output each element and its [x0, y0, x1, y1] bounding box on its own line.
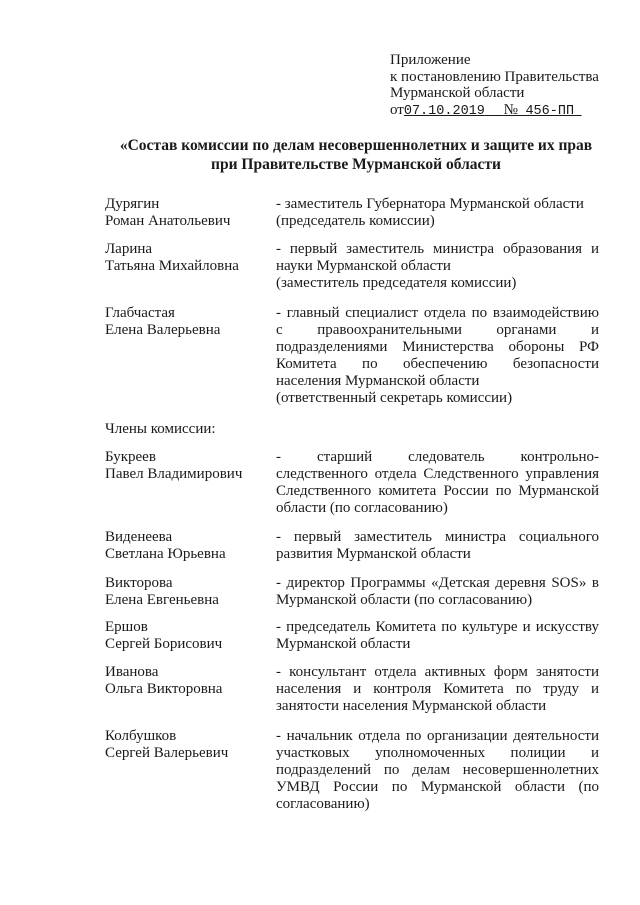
person-given-name: Елена Евгеньевна: [105, 592, 219, 608]
person-surname: Викторова: [105, 575, 173, 591]
person-surname: Ершов: [105, 619, 148, 635]
position-line: населения Мурманской области: [276, 373, 480, 389]
position-line: (заместитель председателя комиссии): [276, 275, 517, 291]
person-surname: Виденеева: [105, 529, 173, 545]
position-line: - первый заместитель министра социального: [276, 529, 599, 545]
number-prefix: №: [503, 101, 518, 118]
position-line: - начальник отдела по организации деятельности: [276, 728, 599, 744]
position-line: - заместитель Губернатора Мурманской области: [276, 196, 584, 212]
approval-date-line: [390, 102, 620, 121]
title-line-2: при Правительстве Мурманской области: [211, 156, 501, 173]
approval-line-3: Мурманской области: [390, 85, 525, 101]
person-name: [105, 575, 275, 609]
position-line: области (по согласованию): [276, 500, 448, 516]
position-line: с правоохранительными органами и: [276, 322, 599, 338]
position-line: населения и контроля Комитета по труду и: [276, 681, 599, 697]
person-position: [276, 241, 599, 292]
position-line: (ответственный секретарь комиссии): [276, 390, 513, 406]
decree-number: 456-ПП: [525, 103, 575, 119]
person-given-name: Елена Валерьевна: [105, 322, 221, 338]
document-title: [96, 136, 616, 174]
person-name: [105, 529, 275, 563]
person-position: [276, 196, 599, 230]
position-line: согласованию): [276, 796, 370, 812]
person-position: [276, 664, 599, 715]
position-line: Комитета по обеспечению безопасности: [276, 356, 599, 372]
position-line: Следственного комитета России по Мурманской: [276, 483, 599, 499]
person-surname: Глабчастая: [105, 305, 175, 321]
position-line: - председатель Комитета по культуре и искусству: [276, 619, 599, 635]
person-given-name: Сергей Валерьевич: [105, 745, 229, 761]
person-name: [105, 196, 275, 230]
position-line: подразделений по делам несовершеннолетних: [276, 762, 599, 778]
approval-stamp: [390, 52, 620, 120]
person-position: [276, 449, 599, 517]
position-line: науки Мурманской области: [276, 258, 451, 274]
person-given-name: Роман Анатольевич: [105, 213, 231, 229]
approval-line-2: к постановлению Правительства: [390, 68, 599, 85]
position-line: участковых уполномоченных полиции и: [276, 745, 599, 761]
person-given-name: Сергей Борисович: [105, 636, 223, 652]
position-line: (председатель комиссии): [276, 213, 435, 229]
position-line: - старший следователь контрольно-: [276, 449, 599, 465]
position-line: Мурманской области: [276, 636, 411, 652]
person-surname: Дурягин: [105, 196, 160, 212]
person-name: [105, 619, 275, 653]
position-line: занятости населения Мурманской области: [276, 698, 547, 714]
position-line: - главный специалист отдела по взаимодействию: [276, 305, 599, 321]
person-surname: Колбушков: [105, 728, 177, 744]
position-line: развития Мурманской области: [276, 546, 471, 562]
person-name: [105, 305, 275, 339]
members-label: Члены комиссии:: [105, 421, 216, 437]
person-position: [276, 305, 599, 407]
person-position: [276, 619, 599, 653]
decree-date: 07.10.2019: [403, 103, 485, 119]
person-name: [105, 664, 275, 698]
person-position: [276, 728, 599, 813]
person-surname: Букреев: [105, 449, 156, 465]
person-surname: Ларина: [105, 241, 153, 257]
position-line: - консультант отдела активных форм занятости: [276, 664, 599, 680]
person-name: [105, 728, 275, 762]
person-given-name: Светлана Юрьевна: [105, 546, 226, 562]
approval-line-1: Приложение: [390, 52, 471, 68]
person-position: [276, 575, 599, 609]
person-name: [105, 241, 275, 275]
position-line: Мурманской области (по согласованию): [276, 592, 533, 608]
position-line: - первый заместитель министра образования и: [276, 241, 599, 257]
person-given-name: Ольга Викторовна: [105, 681, 223, 697]
person-given-name: Татьяна Михайловна: [105, 258, 239, 274]
person-given-name: Павел Владимирович: [105, 466, 243, 482]
position-line: - директор Программы «Детская деревня SOS» в: [276, 575, 599, 591]
person-position: [276, 529, 599, 563]
position-line: подразделениями Министерства обороны РФ: [276, 339, 599, 355]
date-prefix: от: [390, 101, 404, 118]
person-surname: Иванова: [105, 664, 159, 680]
title-line-1: «Состав комиссии по делам несовершеннолетних и защите их прав: [119, 137, 593, 154]
position-line: УМВД России по Мурманской области (по: [276, 779, 599, 795]
person-name: [105, 449, 275, 483]
position-line: следственного отдела Следственного управления: [276, 466, 599, 482]
